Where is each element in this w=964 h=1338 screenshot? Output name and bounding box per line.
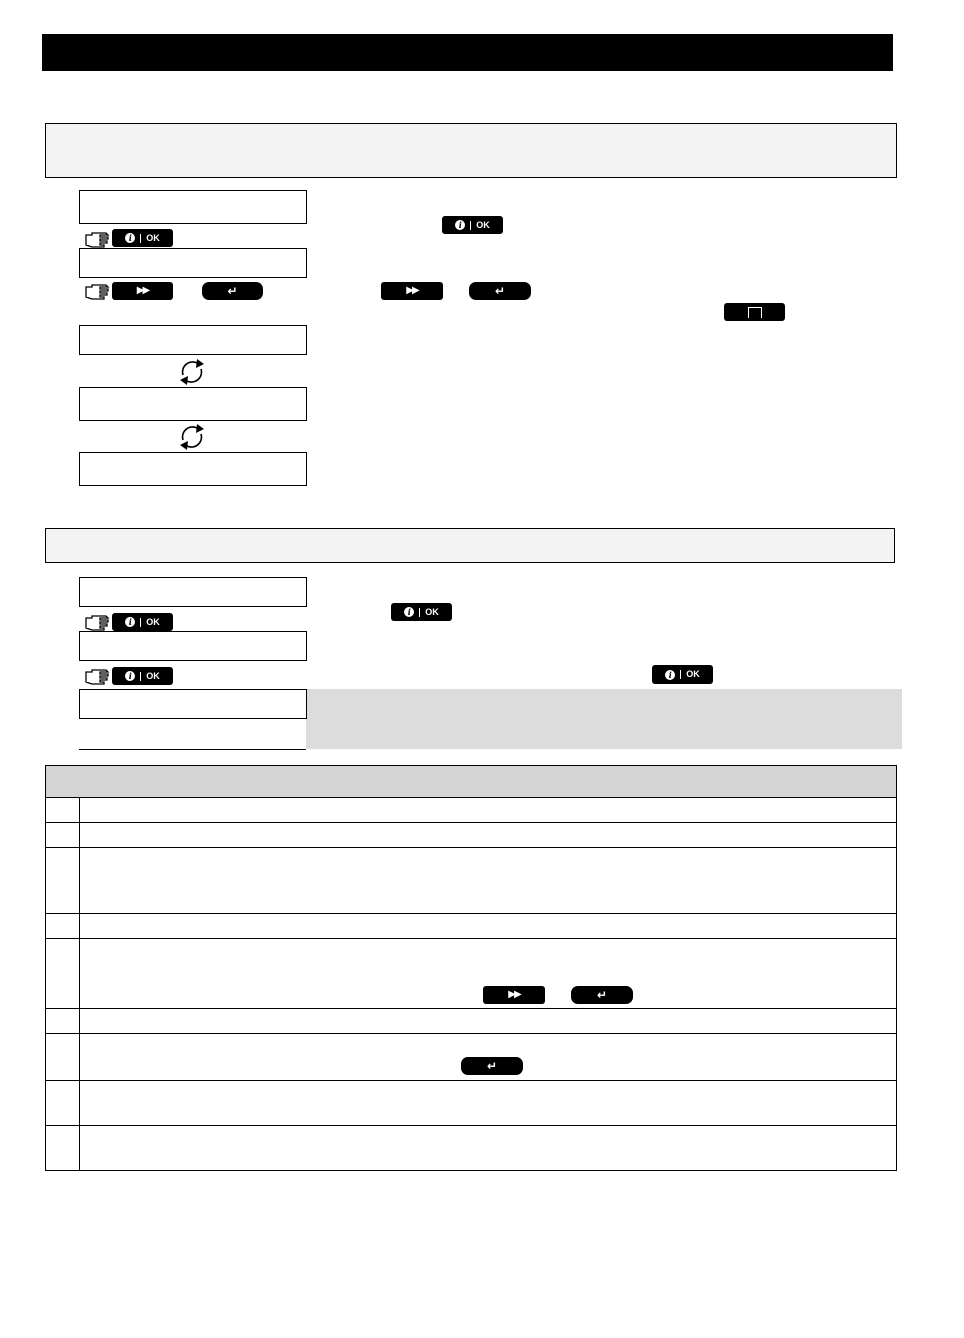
table-cell-text: [80, 823, 897, 848]
ok-key[interactable]: [112, 613, 173, 631]
table-row: [46, 1081, 897, 1126]
table-row: [46, 823, 897, 848]
ok-key-label: OK: [146, 616, 160, 627]
return-arrow-icon: ↵: [486, 1059, 498, 1073]
ok-key: [391, 603, 452, 621]
table-row: [46, 798, 897, 823]
home-icon: [748, 307, 762, 318]
return-arrow-icon: ↵: [494, 284, 506, 298]
lcd-display-5: [79, 452, 307, 486]
table-cell-number: [46, 798, 80, 823]
double-chevron-right-icon: ▶▶: [406, 285, 418, 296]
ok-key-label: OK: [146, 670, 160, 681]
table-row: [46, 939, 897, 1009]
lcd-display-4: [79, 387, 307, 421]
pointing-hand-icon: [84, 283, 110, 301]
next-key: [381, 282, 443, 300]
lcd-display-3: [79, 325, 307, 355]
table-cell-number: [46, 1034, 80, 1081]
table-cell-number: [46, 1081, 80, 1126]
table-cell-text: [80, 798, 897, 823]
options-table: [45, 765, 897, 1171]
table-cell-text: [80, 1009, 897, 1034]
back-key: [571, 986, 633, 1004]
lcd-display-6: [79, 577, 307, 607]
table-cell-text: [80, 1034, 897, 1081]
return-arrow-icon: ↵: [227, 284, 238, 298]
table-cell-text: [80, 939, 897, 1009]
table-cell-text: [80, 848, 897, 914]
rotate-arrows-icon: [177, 422, 207, 452]
divider: [79, 749, 306, 750]
table-cell-text: [80, 914, 897, 939]
next-key: [483, 986, 545, 1004]
info-icon: i: [665, 670, 675, 680]
table-row: [46, 1009, 897, 1034]
back-key: [469, 282, 531, 300]
table-cell-text: [80, 1081, 897, 1126]
table-cell-number: [46, 1126, 80, 1171]
note-band: [306, 689, 902, 749]
table-cell-number: [46, 939, 80, 1009]
double-chevron-right-icon: ▶▶: [136, 285, 149, 296]
table-cell-number: [46, 848, 80, 914]
table-row: [46, 848, 897, 914]
table-cell-number: [46, 1009, 80, 1034]
ok-key-label: OK: [146, 232, 160, 243]
table-header-cell: [46, 766, 897, 798]
table-row: [46, 1034, 897, 1081]
table-cell-text: [80, 1126, 897, 1171]
section-header-1: [45, 123, 897, 178]
ok-key-label: OK: [425, 606, 439, 617]
ok-key[interactable]: [112, 229, 173, 247]
ok-key: [442, 216, 503, 234]
table-cell-number: [46, 914, 80, 939]
back-key[interactable]: [202, 282, 263, 300]
double-chevron-right-icon: ▶▶: [508, 989, 520, 1000]
lcd-display-7: [79, 631, 307, 661]
info-icon: i: [404, 607, 414, 617]
table-row: [46, 914, 897, 939]
section-header-2: [45, 528, 895, 563]
table-cell-number: [46, 823, 80, 848]
info-icon: i: [455, 220, 465, 230]
ok-key: [652, 665, 713, 684]
info-icon: i: [125, 671, 135, 681]
pointing-hand-icon: [84, 614, 110, 632]
next-key[interactable]: [112, 282, 173, 300]
ok-key-label: OK: [686, 669, 700, 679]
pointing-hand-icon: [84, 231, 110, 249]
rotate-arrows-icon: [177, 357, 207, 387]
lcd-display-8: [79, 689, 307, 719]
table-header-row: [46, 766, 897, 798]
info-icon: i: [125, 233, 135, 243]
ok-key-label: OK: [476, 219, 490, 230]
lcd-display-1: [79, 190, 307, 224]
pointing-hand-icon: [84, 668, 110, 686]
info-icon: i: [125, 617, 135, 627]
return-arrow-icon: ↵: [596, 988, 608, 1002]
page-title-bar: [42, 34, 893, 71]
lcd-display-2: [79, 248, 307, 278]
home-key: [724, 303, 785, 321]
ok-key[interactable]: [112, 667, 173, 685]
table-row: [46, 1126, 897, 1171]
back-key: [461, 1057, 523, 1075]
